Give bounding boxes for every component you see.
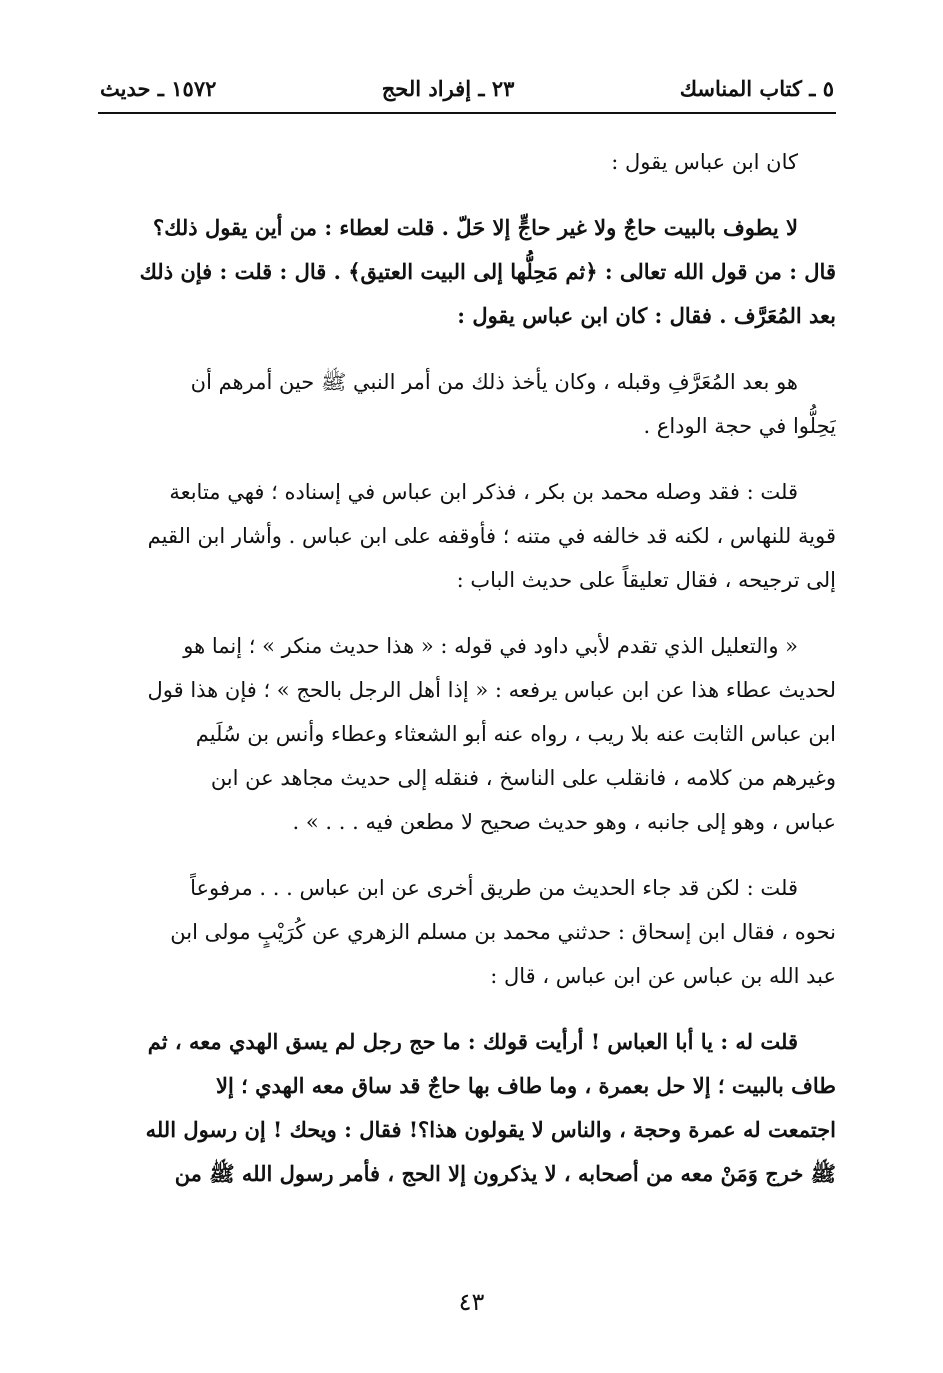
header-book-title: ٥ ـ كتاب المناسك (679, 76, 834, 101)
paragraph (98, 206, 836, 338)
text-line: عبد الله بن عباس عن ابن عباس ، قال : (490, 964, 836, 988)
text-line: يَحِلُّوا في حجة الوداع . (643, 414, 836, 438)
running-header (98, 70, 836, 108)
text-line: ﷺ خرج وَمَنْ معه من أصحابه ، لا يذكرون إلا الحج ، فأمر رسول الله ﷺ من (174, 1161, 836, 1186)
text-line: كان ابن عباس يقول : (611, 150, 798, 174)
text-line: قوية للنهاس ، لكنه قد خالفه في متنه ؛ فأوقفه على ابن عباس . وأشار ابن القيم (147, 524, 836, 548)
header-divider (98, 112, 836, 114)
paragraph (98, 470, 836, 602)
text-line: قلت : فقد وصله محمد بن بكر ، فذكر ابن عباس في إسناده ؛ فهي متابعة (169, 480, 798, 504)
text-line: قال : من قول الله تعالى : ﴿ثم مَحِلُّها إلى البيت العتيق﴾ . قال : قلت : فإن ذلك (139, 259, 836, 284)
paragraph (98, 140, 836, 184)
text-line: لحديث عطاء هذا عن ابن عباس يرفعه : « إذا أهل الرجل بالحج » ؛ فإن هذا قول (147, 678, 836, 702)
text-line: هو بعد المُعَرَّفِ وقبله ، وكان يأخذ ذلك من أمر النبي ﷺ حين أمرهم أن (190, 370, 798, 394)
text-line: طاف بالبيت ؛ إلا حل بعمرة ، وما طاف بها حاجٌ قد ساق معه الهدي ؛ إلا (215, 1073, 836, 1098)
paragraph (98, 360, 836, 448)
text-line: نحوه ، فقال ابن إسحاق : حدثني محمد بن مسلم الزهري عن كُرَيْبٍ مولى ابن (170, 920, 836, 944)
text-line: قلت : لكن قد جاء الحديث من طريق أخرى عن ابن عباس . . . مرفوعاً (190, 876, 798, 900)
text-line: لا يطوف بالبيت حاجٌ ولا غير حاجٍّ إلا حَلّ . قلت لعطاء : من أين يقول ذلك؟ (153, 215, 798, 240)
text-line: وغيرهم من كلامه ، فانقلب على الناسخ ، فنقله إلى حديث مجاهد عن ابن (210, 766, 836, 790)
paragraph (98, 1020, 836, 1196)
text-line: بعد المُعَرَّف . فقال : كان ابن عباس يقول : (457, 303, 836, 328)
paragraph (98, 866, 836, 998)
book-page (98, 70, 836, 1218)
text-line: « والتعليل الذي تقدم لأبي داود في قوله : « هذا حديث منكر » ؛ إنما هو (183, 634, 798, 658)
text-line: إلى ترجيحه ، فقال تعليقاً على حديث الباب : (456, 568, 836, 592)
text-line: اجتمعت له عمرة وحجة ، والناس لا يقولون هذا؟! فقال : ويحك ! إن رسول الله (145, 1117, 836, 1142)
body-text (98, 140, 836, 1196)
text-line: عباس ، وهو إلى جانبه ، وهو حديث صحيح لا مطعن فيه . . . » . (292, 810, 836, 834)
page-number: ٤٣ (458, 1288, 485, 1316)
header-hadith-number: ١٥٧٢ ـ حديث (100, 76, 217, 101)
text-line: قلت له : يا أبا العباس ! أرأيت قولك : ما حج رجل لم يسق الهدي معه ، ثم (147, 1029, 798, 1054)
header-chapter-title: ٢٣ ـ إفراد الحج (381, 76, 515, 101)
quoted-paragraph (98, 624, 836, 844)
text-line: ابن عباس الثابت عنه بلا ريب ، رواه عنه أبو الشعثاء وعطاء وأنس بن سُلَيم (195, 722, 836, 746)
